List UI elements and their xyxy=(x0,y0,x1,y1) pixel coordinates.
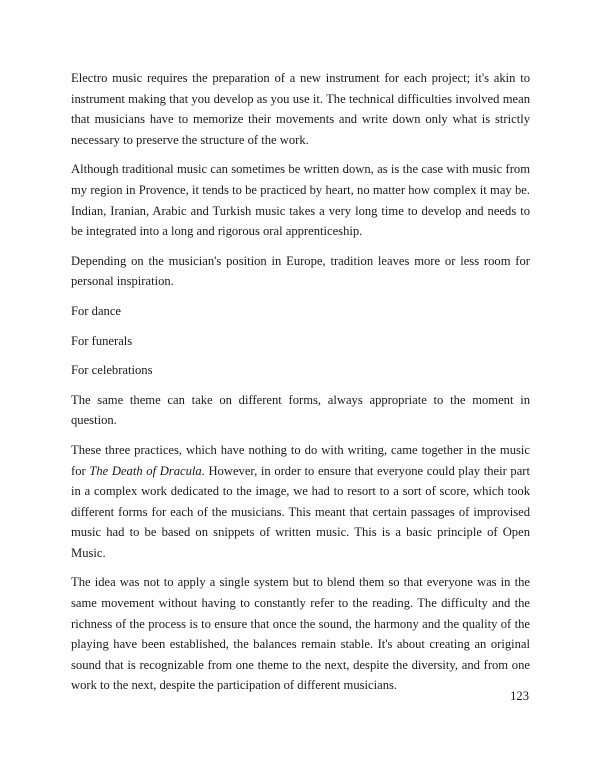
paragraph-three-practices-intro: These three practices, which have nothing to do with writing, came together in the music for xyxy=(71,442,530,478)
paragraph-tradition-europe: Depending on the musician's position in Europe, tradition leaves more or less room for personal inspiration. xyxy=(71,253,530,289)
paragraph-same-theme: The same theme can take on different forms, always appropriate to the moment in question. xyxy=(71,392,530,428)
paragraph-electro-music: Electro music requires the preparation of a new instrument for each project; it's akin to instrument making that you develop as you use it. The technical difficulties involved mean that musicians have to memorize their movements and write down only what is strictly necessary to preserve the structure of the work. xyxy=(71,71,530,147)
paragraph-three-practices xyxy=(71,440,530,564)
body-text xyxy=(71,68,530,705)
list-item-funerals: For funerals xyxy=(71,333,133,348)
page-number: 123 xyxy=(510,689,529,703)
paragraph-blend-systems: The idea was not to apply a single system but to blend them so that everyone was in the same movement without having to constantly refer to the reading. The difficulty and the richness of the process is to ensure that once the sound, the harmony and the quality of the playing have been established, the balances remain stable. It's about creating an original sound that is recognizable from one theme to the next, despite the diversity, and from one work to the next, despite the participation of different musicians. xyxy=(71,575,530,693)
list-item-dance: For dance xyxy=(71,303,122,318)
list-item-celebrations: For celebrations xyxy=(71,363,153,378)
paragraph-three-practices-rest: . However, in order to ensure that everyone could play their part in a complex work dedicated to the image, we had to resort to a sort of score, which took different forms for each of the musicians. This meant that certain passages of improvised music had to be based on snippets of written music. This is a basic principle of Open Music. xyxy=(71,463,530,560)
paragraph-traditional-music: Although traditional music can sometimes be written down, as is the case with music from my region in Provence, it tends to be practiced by heart, no matter how complex it may be. Indian, Iranian, Arabic and Turkish music takes a very long time to develop and needs to be integrated into a long and rigorous oral apprenticeship. xyxy=(71,162,530,239)
work-title: The Death of Dracula xyxy=(89,463,202,478)
